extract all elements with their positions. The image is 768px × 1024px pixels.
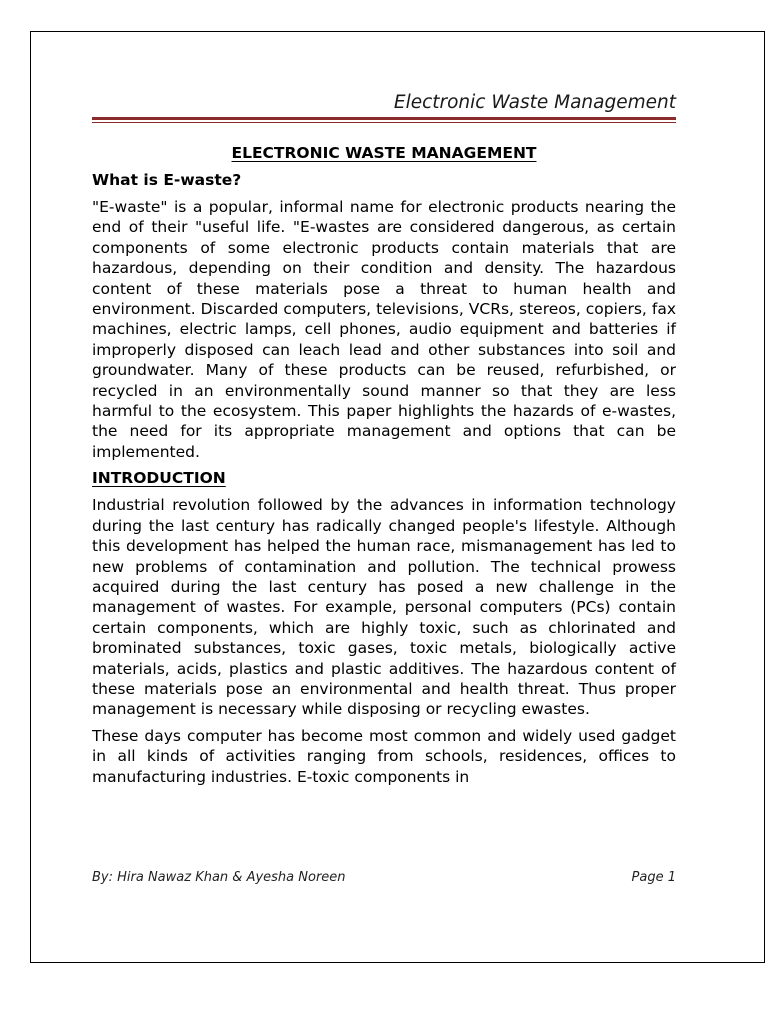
paragraph: Industrial revolution followed by the advances in information technology during the last century has radically changed people's lifestyle. Although this development has helped the human race, mismanagement has led to new problems of contamination and pollution. The technical prowess acquired during the last century has posed a new challenge in the management of wastes. For example, personal computers (PCs) contain certain components, which are highly toxic, such as chlorinated and brominated substances, toxic gases, toxic metals, biologically active materials, acids, plastics and plastic additives. The hazardous content of these materials pose an environmental and health threat. Thus proper management is necessary while disposing or recycling ewastes. [92,496,676,719]
paragraph: These days computer has become most common and widely used gadget in all kinds of activities ranging from schools, residences, offices to manufacturing industries. E-toxic components in [92,726,676,786]
paragraph: "E-waste" is a popular, informal name for electronic products nearing the end of their "useful life. "E-wastes are considered dangerous, as certain components of some electronic products contain materials that are hazardous, depending on their condition and density. The hazardous content of these materials pose a threat to human health and environment. Discarded computers, televisions, VCRs, stereos, copiers, fax machines, electric lamps, cell phones, audio equipment and batteries if improperly disposed can leach lead and other substances into soil and groundwater. Many of these products can be reused, refurbished, or recycled in an environmentally sound manner so that they are less harmful to the ecosystem. This paper highlights the hazards of e-wastes, the need for its appropriate management and options that can be implemented. [92,198,676,461]
header-rule-thin [92,122,676,123]
document-title: ELECTRONIC WASTE MANAGEMENT [231,144,537,162]
document-body [92,143,676,793]
footer-page-number: Page 1 [631,870,676,885]
header-rule-thick [92,117,676,120]
section-heading-what-is-ewaste: What is E-waste? [92,171,242,189]
footer-authors: By: Hira Nawaz Khan & Ayesha Noreen [92,870,346,885]
running-header-title: Electronic Waste Management [393,92,676,113]
section-heading-introduction: INTRODUCTION [92,469,226,488]
